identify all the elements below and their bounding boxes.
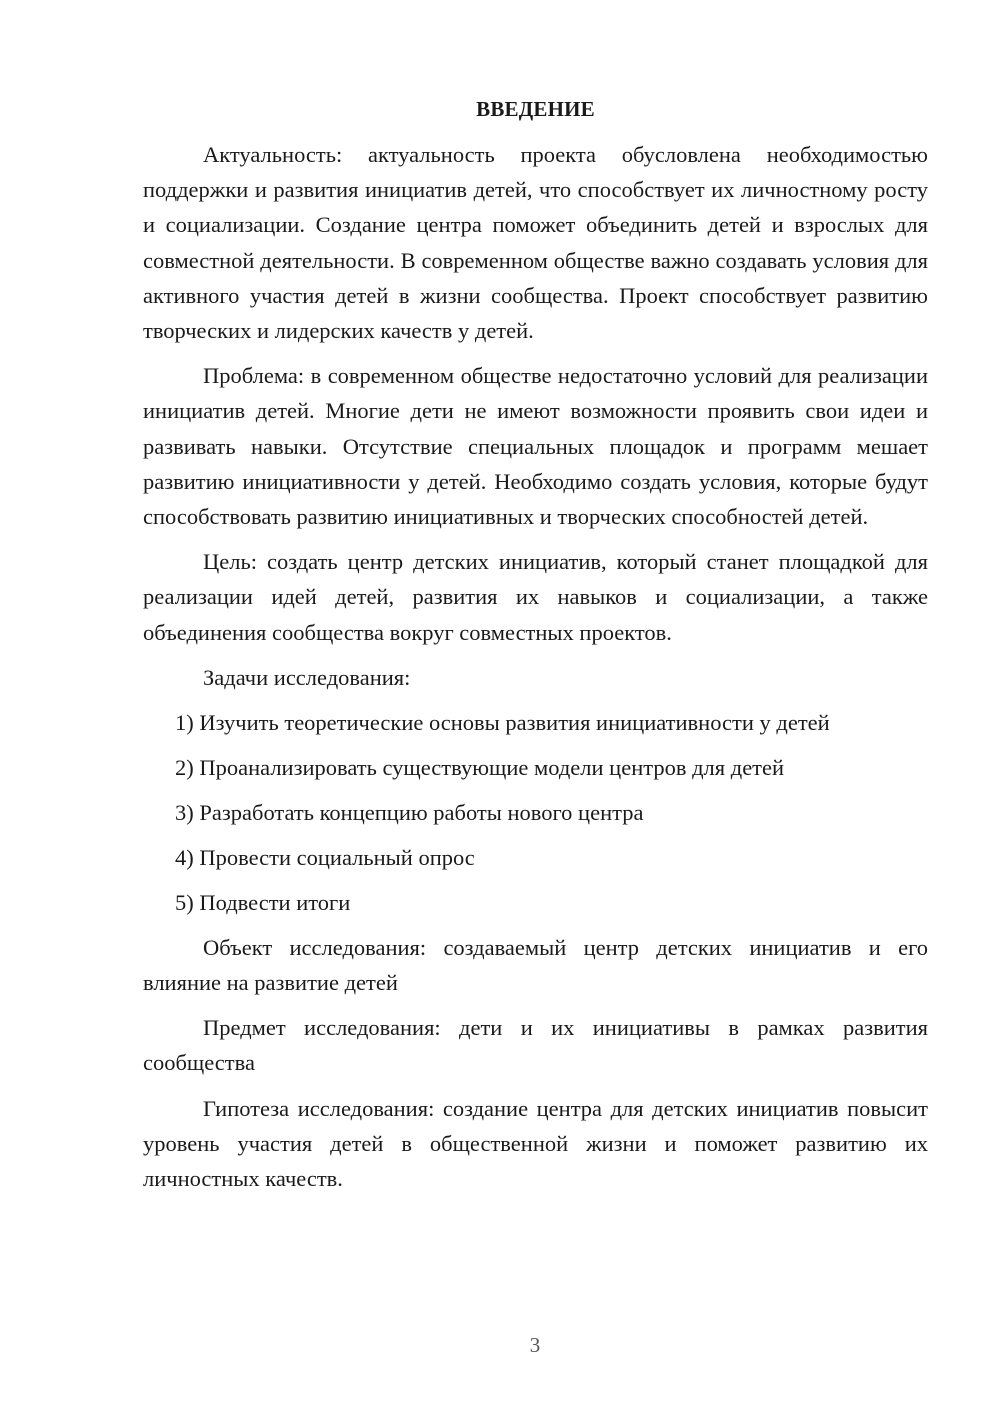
list-item: 5) Подвести итоги [175,889,351,915]
paragraph-subject: Предмет исследования: дети и их инициативы в рамках развития сообщества [143,1015,928,1076]
list-item: 2) Проанализировать существующие модели центров для детей [175,754,785,780]
paragraph-problem: Проблема: в современном обществе недостаточно условий для реализации инициатив детей. Многие дети не имеют возможности проявить свои идеи и развивать навыки. Отсутствие специальных площадок и программ мешает развитию инициативности у детей. Необходимо создать условия, которые будут способствовать развитию инициативных и творческих способностей детей. [143,363,928,530]
list-item: 3) Разработать концепцию работы нового центра [175,799,644,825]
paragraph-hypothesis: Гипотеза исследования: создание центра для детских инициатив повысит уровень участия детей в общественной жизни и поможет развитию их личностных качеств. [143,1095,928,1192]
tasks-list [143,705,928,920]
page-number: 3 [529,1333,541,1357]
list-item: 4) Провести социальный опрос [175,844,475,870]
paragraph-goal: Цель: создать центр детских инициатив, который станет площадкой для реализации идей детей, развития их навыков и социализации, а также объединения сообщества вокруг совместных проектов. [143,549,928,645]
page-title: ВВЕДЕНИЕ [476,97,595,121]
paragraph-relevance: Актуальность: актуальность проекта обусловлена необходимостью поддержки и развития инициатив детей, что способствует их личностному росту и социализации. Создание центра поможет объединить детей и взрослых для совместной деятельности. В современном обществе важно создавать условия для активного участия детей в жизни сообщества. Проект способствует развитию творческих и лидерских качеств у детей. [143,142,928,344]
paragraph-object: Объект исследования: создаваемый центр детских инициатив и его влияние на развитие детей [143,934,928,996]
list-item: 1) Изучить теоретические основы развития инициативности у детей [175,709,830,735]
document-page [143,92,928,1196]
tasks-heading: Задачи исследования: [203,664,411,690]
